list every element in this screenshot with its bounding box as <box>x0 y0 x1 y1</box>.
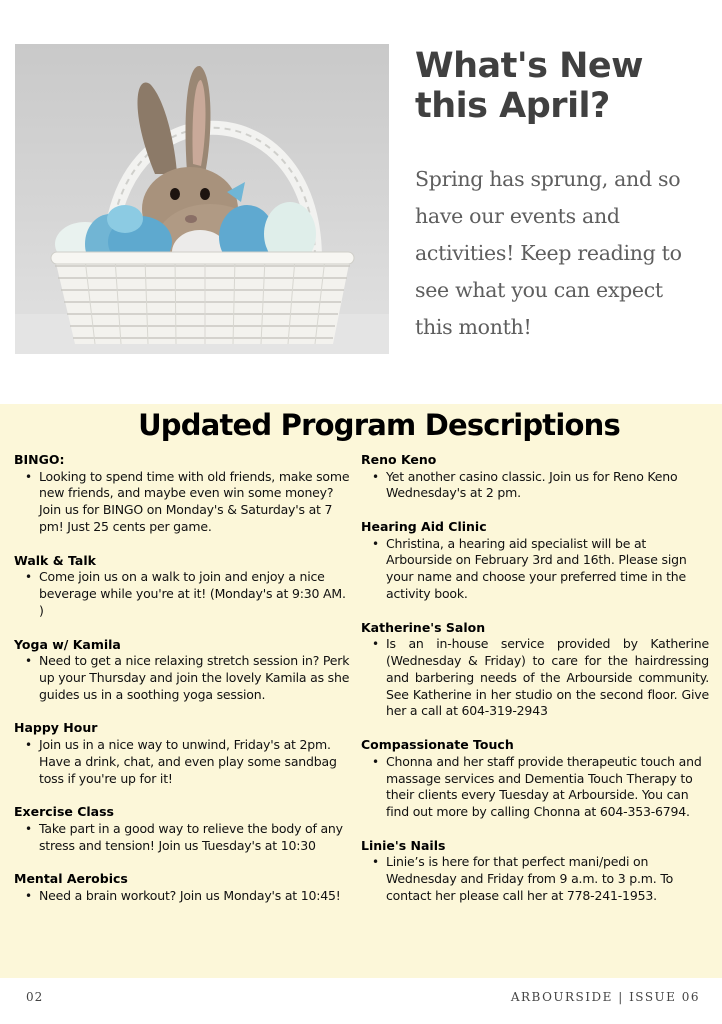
bullet-icon: • <box>25 469 32 484</box>
program-column-right <box>361 452 709 922</box>
program-description-text: Yet another casino classic. Join us for Reno Keno Wednesday's at 2 pm. <box>386 468 678 501</box>
program-description <box>14 888 350 905</box>
program-item <box>14 553 350 620</box>
program-description-text: Christina, a hearing aid specialist will be at Arbourside on February 3rd and 16th. Please sign your name and choose your preferred time in the activity book. <box>386 535 687 601</box>
program-description-text: Join us in a nice way to unwind, Friday's at 2pm. Have a drink, chat, and even play some sandbag toss if you're up for it! <box>39 736 337 786</box>
program-name: Happy Hour <box>14 720 98 736</box>
program-name: Compassionate Touch <box>361 737 514 753</box>
bullet-icon: • <box>372 637 379 652</box>
bullet-icon: • <box>25 570 32 585</box>
program-name: Yoga w/ Kamila <box>14 636 121 652</box>
program-description <box>361 536 709 603</box>
page-headline: What's New this April? <box>415 46 643 126</box>
program-name: Mental Aerobics <box>14 871 128 887</box>
program-description-text: Need to get a nice relaxing stretch session in? Perk up your Thursday and join the lovely Kamila as she guides us in a soothing yoga session. <box>39 653 350 702</box>
program-description <box>14 737 350 787</box>
program-name: Reno Keno <box>361 452 437 467</box>
bullet-icon: • <box>372 754 379 769</box>
program-item <box>361 737 709 821</box>
program-item <box>14 871 350 904</box>
program-item <box>361 519 709 603</box>
program-item <box>14 452 350 536</box>
intro-paragraph: Spring has sprung, and so have our events and activities! Keep reading to see what you can expect this month! <box>415 167 682 339</box>
program-item <box>361 620 709 720</box>
program-description <box>361 754 709 821</box>
program-description <box>14 569 350 619</box>
bullet-icon: • <box>25 821 32 836</box>
bullet-icon: • <box>372 536 379 551</box>
program-description <box>14 469 350 536</box>
bullet-icon: • <box>25 888 32 903</box>
program-description <box>14 653 350 703</box>
panel-title: Updated Program Descriptions <box>138 408 620 442</box>
program-description-text: Chonna and her staff provide therapeutic touch and massage services and Dementia Touch Therapy to their clients every Tuesday at Arbourside. You can find out more by calling Chonna at 604-353-6794. <box>386 753 702 820</box>
program-name: Walk & Talk <box>14 552 96 568</box>
bullet-icon: • <box>25 654 32 669</box>
program-column-left <box>14 452 350 922</box>
program-name: Linie's Nails <box>361 837 446 853</box>
program-name: Katherine's Salon <box>361 619 486 635</box>
program-description <box>361 636 709 720</box>
program-name: BINGO: <box>14 452 65 467</box>
program-description <box>361 854 709 904</box>
program-description <box>361 469 709 503</box>
program-name: Hearing Aid Clinic <box>361 519 487 535</box>
program-item <box>361 838 709 905</box>
program-description-text: Is an in-house service provided by Katherine (Wednesday & Friday) to care for the hairdressing and barbering needs of the Arbourside community. See Katherine in her studio on the second floor. Give her a call at 604-319-2943 <box>386 636 709 719</box>
bullet-icon: • <box>372 855 379 870</box>
program-item <box>14 637 350 704</box>
program-item <box>361 452 709 502</box>
program-description <box>14 821 350 855</box>
program-panel <box>0 404 722 978</box>
program-description-text: Take part in a good way to relieve the body of any stress and tension! Join us Tuesday's at 10:30 <box>39 820 343 853</box>
program-description-text: Need a brain workout? Join us Monday's at 10:45! <box>39 887 341 903</box>
bullet-icon: • <box>25 737 32 752</box>
program-description-text: Linie’s is here for that perfect mani/pedi on Wednesday and Friday from 9 a.m. to 3 p.m. To contact her please call her at 778-241-1953. <box>386 854 674 904</box>
program-description-text: Come join us on a walk to join and enjoy a nice beverage while you're at it! (Monday's at 9:30 AM. ) <box>39 569 346 618</box>
program-name: Exercise Class <box>14 804 114 820</box>
bullet-icon: • <box>372 469 379 484</box>
page-number: 02 <box>26 990 44 1004</box>
issue-label: ARBOURSIDE | ISSUE 06 <box>510 990 700 1004</box>
easter-bunny-photo <box>15 44 389 354</box>
program-description-text: Looking to spend time with old friends, make some new friends, and maybe even win some money? Join us for BINGO on Monday's & Saturday's at 7 pm! Just 25 cents per game. <box>39 468 350 534</box>
program-item <box>14 720 350 787</box>
program-item <box>14 804 350 854</box>
